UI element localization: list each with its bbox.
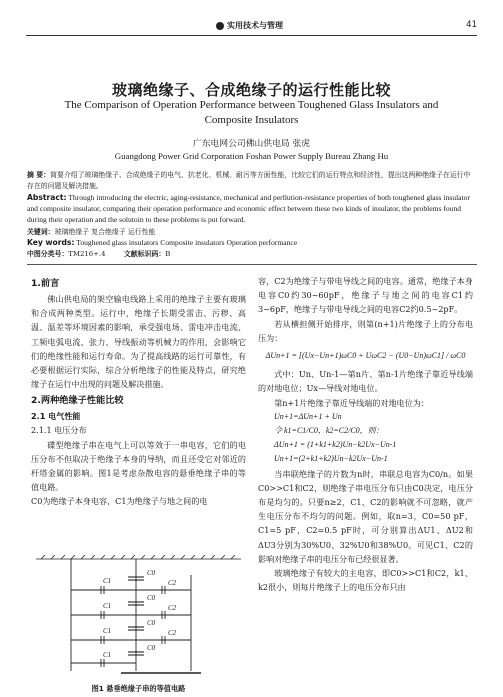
label-c2-2: C2 <box>168 604 177 612</box>
section-1-text: 佛山供电局的架空输电线路上采用的绝缘子主要有玻璃和合成两种类型。运行中，绝缘子长期受雷击、污秽、高温、温差等环境因素的影响，承受强电场、雷电冲击电流、工频电弧电流、张力、导线振动等机械力的作用，会影响它们的绝缘性能和运行寿命。为了提高线路的运行可靠性，有必要根据运行实际，综合分析绝缘子的性能及特点，研究绝缘子在运行中出现的问题及解决措施。 <box>31 294 246 390</box>
page-number: 41 <box>466 20 477 30</box>
header-column-name: 实用技术与管理 <box>227 21 283 30</box>
header-rule <box>26 35 477 36</box>
classification-value: TM216+.4 <box>68 250 106 258</box>
series-capacitance-text: 当串联绝缘子的片数为n时，串联总电容为C0/n。如果C0>>C1和C2，则绝缘子串电压分布只由C0决定，电压分布是均匀的。只要n≥2，C1、C2的影响就不可忽略，就产生电压分布不均匀的问题。例如，取n=3，C0=50 pF，C1=5 pF，C2=0.5 pF时，可分别算出ΔU1、ΔU2和ΔU3分别为30%U0、32%U0和38%U0。可见C1、C2的影响对绝缘子串的电压分布已经很显著。 <box>258 468 473 564</box>
label-c1-4: C1 <box>103 651 112 659</box>
keywords-english <box>27 238 477 249</box>
abstract-en-text: Through introducing the electric, aging-resistance, mechanical and perllution-resistance properties of both toughened glass insulator and composite insulator, comparing their operation performance and economic effect between these two kinds of insulator, the problems found during their operation and the solutoin to these problems is put forward. <box>27 193 470 224</box>
classification-label: 中图分类号： <box>27 250 69 258</box>
subsection-2-1-1-heading: 2.1.1 电压分布 <box>31 425 87 436</box>
capacitance-values-text: 容，C2为绝缘子与带电导线之间的电容。通常，绝缘子本身电容C0约30~60pF，绝缘子与地之间的电容C1约3~6pF，绝缘子与带电导线之间的电容C2约0.5~2pF。 <box>258 276 473 315</box>
label-c0-4: C0 <box>147 644 156 652</box>
tower-hatching <box>36 555 241 559</box>
label-c0-2: C0 <box>147 594 156 602</box>
left-column <box>31 274 246 509</box>
figure-1-caption: 图1 悬垂绝缘子串的等值电路 <box>91 684 186 693</box>
doc-code-value: B <box>165 250 171 258</box>
label-c1-2: C1 <box>103 602 112 610</box>
formula-u-n1: Un+1=ΔUn+1 + Un <box>274 411 342 421</box>
author-english: Guangdong Power Grid Corporation Foshan Power Supply Bureau Zhang Hu <box>114 151 389 161</box>
figure-1-circuit <box>31 555 246 680</box>
keywords-cn-text: 玻璃绝缘子 复合绝缘子 运行性能 <box>54 228 156 236</box>
subsection-2-1-heading: 2.1 电气性能 <box>31 411 81 422</box>
doc-code-label: 文献标识码： <box>123 250 166 258</box>
potential-intro-text: 第n+1片绝缘子靠近导线端的对地电位为： <box>274 397 429 408</box>
formula-legend-text: 式中：Un、Un-1—第n片、第n-1片绝缘子靠近导线端的对地电位；Ux—导线对地电位。 <box>258 369 473 394</box>
classification-line <box>27 249 477 260</box>
author-chinese: 广东电网公司佛山供电局 张虎 <box>192 139 311 149</box>
label-c0-3: C0 <box>147 619 156 627</box>
abstract-en-label: Abstract: <box>27 193 67 202</box>
voltage-distribution-text: 碟型绝缘子串在电气上可以等效于一串电容，它们的电压分布不但取决于绝缘子本身的导纳，而且还受它对邻近的杆塔金属的影响。图1是考虑杂散电容的悬垂绝缘子串的等值电路。 <box>31 439 246 493</box>
title-english: The Comparison of Operation Performance between Toughened Glass Insulators and Composite Insulators <box>64 99 439 126</box>
section-2-heading: 2.两种绝缘子性能比较 <box>31 395 124 407</box>
distribution-intro-text: 若从横担侧开始排序，则第(n+1)片绝缘子上的分布电压为： <box>258 318 473 343</box>
label-c2-3: C2 <box>168 629 177 637</box>
abstract-separator <box>27 264 477 265</box>
section-1-heading: 1.前言 <box>31 278 60 289</box>
formula-delta-u-k: ΔUn+1 = (1+k1+k2)Un−k2Ux−Un-1 <box>274 440 397 450</box>
keywords-en-text: Toughened glass insulators Composite insulators Operation performance <box>76 238 298 247</box>
formula-delta-u: ΔUn+1 = [(Ux−Un+1)ωC0 + UωC2 − (U0−Un)ωC1] / ωC0 <box>265 351 466 361</box>
formula-k-def: 令 k1=C1/C0，k2=C2/C0，则： <box>274 426 384 436</box>
abstract-english <box>27 193 477 225</box>
formula-u-n1-k: Un+1=(2+k1+k2)Un−k2Ux−Un-1 <box>274 454 388 464</box>
abstract-chinese <box>27 170 477 192</box>
label-c1-1: C1 <box>103 577 112 585</box>
right-column <box>258 274 473 594</box>
abstract-cn-text: 简要介绍了玻璃绝缘子、合成绝缘子的电气、抗老化、机械、耐污等方面性能，比较它们的运行特点和经济性，提出这两种绝缘子在运行中存在的问题及解决措施。 <box>27 171 471 190</box>
keywords-chinese <box>27 227 477 238</box>
keywords-cn-label: 关键词： <box>27 228 55 236</box>
glass-insulator-text: 玻璃绝缘子有较大的主电容，即C0>>C1和C2，k1、k2很小，则每片绝缘子上的电压分布只由 <box>258 568 473 593</box>
label-c1-3: C1 <box>103 627 112 635</box>
running-header <box>26 20 477 34</box>
keywords-en-label: Key words: <box>27 238 75 247</box>
abstract-cn-label: 摘 要： <box>27 171 51 179</box>
label-c2-1: C2 <box>168 579 177 587</box>
capacitor-c2-branches <box>136 586 191 644</box>
title-chinese: 玻璃绝缘子、合成绝缘子的运行性能比较 <box>111 81 391 99</box>
bullet-icon <box>216 22 224 30</box>
capacitance-text: C0为绝缘子本身电容，C1为绝缘子与地之间的电 <box>31 496 208 507</box>
label-c0-1: C0 <box>147 569 156 577</box>
